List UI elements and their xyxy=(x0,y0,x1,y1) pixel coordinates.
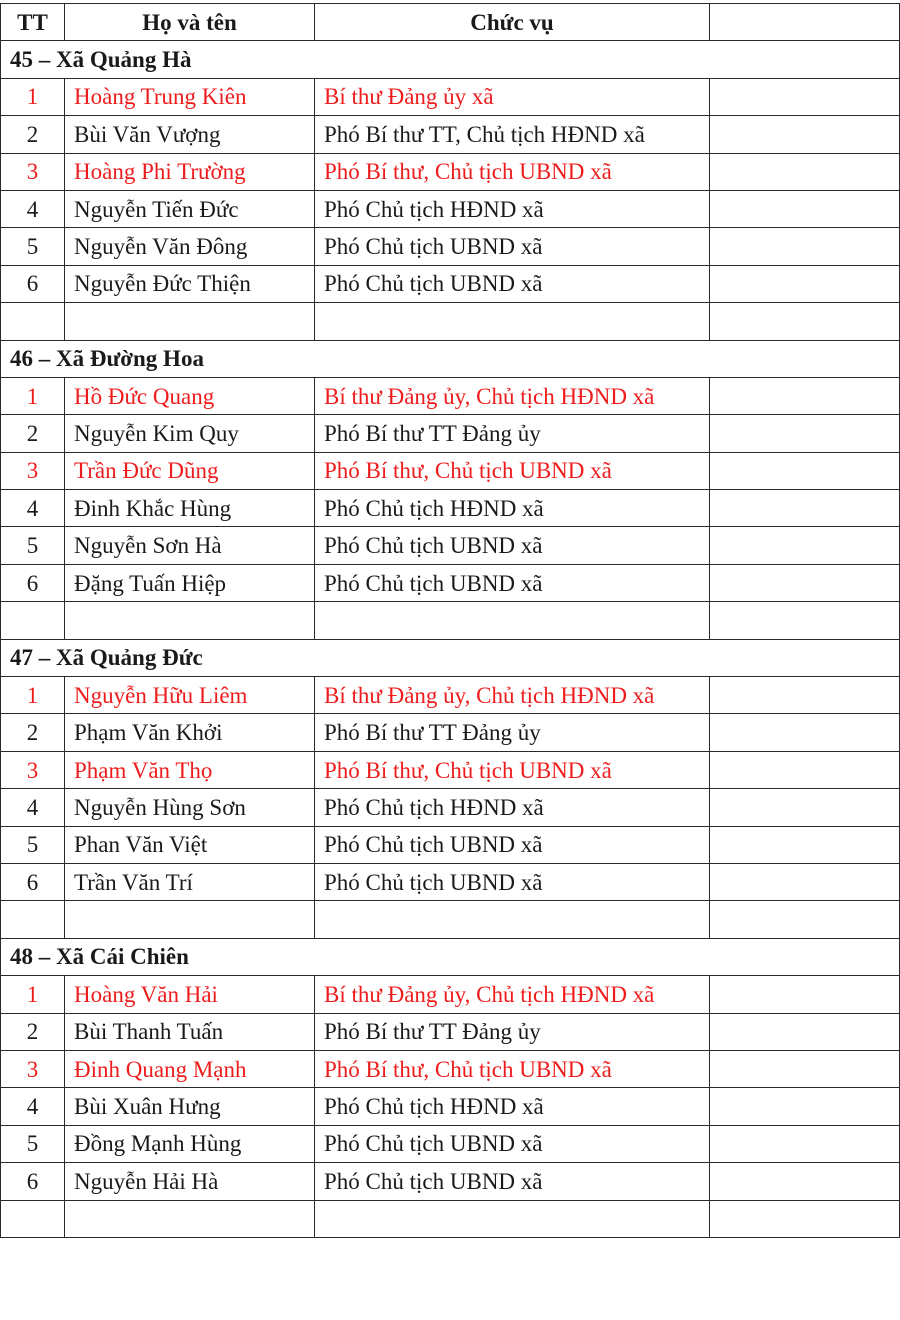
person-name-cell: Nguyễn Sơn Hà xyxy=(65,527,315,564)
header-position: Chức vụ xyxy=(315,4,710,41)
extra-cell xyxy=(710,1013,900,1050)
header-tt: TT xyxy=(1,4,65,41)
position-cell: Bí thư Đảng ủy, Chủ tịch HĐND xã xyxy=(315,976,710,1013)
table-row xyxy=(1,265,900,302)
row-number-cell: 3 xyxy=(1,751,65,788)
empty-cell xyxy=(710,602,900,639)
position-cell: Phó Chủ tịch UBND xã xyxy=(315,863,710,900)
row-number-cell: 6 xyxy=(1,265,65,302)
table-row xyxy=(1,415,900,452)
header-extra xyxy=(710,4,900,41)
table-row xyxy=(1,789,900,826)
person-name-cell: Bùi Văn Vượng xyxy=(65,116,315,153)
row-number-cell: 4 xyxy=(1,490,65,527)
row-number-cell: 6 xyxy=(1,863,65,900)
empty-cell xyxy=(1,602,65,639)
section-header-row xyxy=(1,41,900,78)
person-name-cell: Hoàng Trung Kiên xyxy=(65,78,315,115)
extra-cell xyxy=(710,1125,900,1162)
row-number-cell: 6 xyxy=(1,564,65,601)
row-number-cell: 4 xyxy=(1,789,65,826)
extra-cell xyxy=(710,265,900,302)
position-cell: Phó Chủ tịch HĐND xã xyxy=(315,789,710,826)
person-name-cell: Phan Văn Việt xyxy=(65,826,315,863)
table-row xyxy=(1,1013,900,1050)
row-number-cell: 1 xyxy=(1,377,65,414)
position-cell: Phó Chủ tịch UBND xã xyxy=(315,228,710,265)
extra-cell xyxy=(710,826,900,863)
table-row xyxy=(1,452,900,489)
position-cell: Phó Chủ tịch UBND xã xyxy=(315,265,710,302)
table-row xyxy=(1,826,900,863)
person-name-cell: Bùi Xuân Hưng xyxy=(65,1088,315,1125)
row-number-cell: 2 xyxy=(1,415,65,452)
empty-row xyxy=(1,602,900,639)
extra-cell xyxy=(710,564,900,601)
position-cell: Phó Chủ tịch HĐND xã xyxy=(315,190,710,227)
extra-cell xyxy=(710,1088,900,1125)
section-header-row xyxy=(1,938,900,975)
row-number-cell: 5 xyxy=(1,228,65,265)
person-name-cell: Nguyễn Hữu Liêm xyxy=(65,677,315,714)
position-cell: Phó Bí thư TT Đảng ủy xyxy=(315,714,710,751)
person-name-cell: Đặng Tuấn Hiệp xyxy=(65,564,315,601)
person-name-cell: Nguyễn Hùng Sơn xyxy=(65,789,315,826)
table-row xyxy=(1,564,900,601)
extra-cell xyxy=(710,714,900,751)
row-number-cell: 3 xyxy=(1,452,65,489)
person-name-cell: Đinh Quang Mạnh xyxy=(65,1050,315,1087)
extra-cell xyxy=(710,415,900,452)
extra-cell xyxy=(710,677,900,714)
table-row xyxy=(1,190,900,227)
empty-cell xyxy=(710,901,900,938)
header-name: Họ và tên xyxy=(65,4,315,41)
row-number-cell: 6 xyxy=(1,1163,65,1200)
row-number-cell: 5 xyxy=(1,1125,65,1162)
empty-cell xyxy=(315,602,710,639)
position-cell: Bí thư Đảng ủy, Chủ tịch HĐND xã xyxy=(315,377,710,414)
position-cell: Phó Bí thư, Chủ tịch UBND xã xyxy=(315,153,710,190)
table-header-row xyxy=(1,4,900,41)
extra-cell xyxy=(710,78,900,115)
table-body xyxy=(1,41,900,1238)
personnel-table xyxy=(0,3,900,1238)
person-name-cell: Nguyễn Kim Quy xyxy=(65,415,315,452)
person-name-cell: Đinh Khắc Hùng xyxy=(65,490,315,527)
empty-cell xyxy=(710,303,900,340)
row-number-cell: 1 xyxy=(1,78,65,115)
extra-cell xyxy=(710,452,900,489)
row-number-cell: 1 xyxy=(1,976,65,1013)
extra-cell xyxy=(710,490,900,527)
row-number-cell: 3 xyxy=(1,1050,65,1087)
empty-cell xyxy=(1,303,65,340)
extra-cell xyxy=(710,1050,900,1087)
table-row xyxy=(1,714,900,751)
person-name-cell: Phạm Văn Khởi xyxy=(65,714,315,751)
extra-cell xyxy=(710,789,900,826)
person-name-cell: Trần Đức Dũng xyxy=(65,452,315,489)
section-title: 47 – Xã Quảng Đức xyxy=(1,639,900,676)
person-name-cell: Nguyễn Văn Đông xyxy=(65,228,315,265)
position-cell: Phó Bí thư TT, Chủ tịch HĐND xã xyxy=(315,116,710,153)
empty-row xyxy=(1,901,900,938)
empty-row xyxy=(1,1200,900,1237)
position-cell: Phó Bí thư, Chủ tịch UBND xã xyxy=(315,751,710,788)
extra-cell xyxy=(710,751,900,788)
table-row xyxy=(1,1125,900,1162)
row-number-cell: 2 xyxy=(1,714,65,751)
table-row xyxy=(1,377,900,414)
empty-cell xyxy=(1,901,65,938)
row-number-cell: 4 xyxy=(1,1088,65,1125)
table-row xyxy=(1,228,900,265)
position-cell: Phó Bí thư, Chủ tịch UBND xã xyxy=(315,452,710,489)
table-row xyxy=(1,751,900,788)
position-cell: Phó Chủ tịch UBND xã xyxy=(315,1125,710,1162)
extra-cell xyxy=(710,527,900,564)
row-number-cell: 4 xyxy=(1,190,65,227)
empty-cell xyxy=(65,1200,315,1237)
table-row xyxy=(1,1088,900,1125)
table-row xyxy=(1,863,900,900)
table-row xyxy=(1,1163,900,1200)
person-name-cell: Hoàng Phi Trường xyxy=(65,153,315,190)
row-number-cell: 2 xyxy=(1,1013,65,1050)
person-name-cell: Đồng Mạnh Hùng xyxy=(65,1125,315,1162)
person-name-cell: Trần Văn Trí xyxy=(65,863,315,900)
table-row xyxy=(1,1050,900,1087)
person-name-cell: Nguyễn Đức Thiện xyxy=(65,265,315,302)
person-name-cell: Hoàng Văn Hải xyxy=(65,976,315,1013)
table-row xyxy=(1,116,900,153)
extra-cell xyxy=(710,116,900,153)
position-cell: Bí thư Đảng ủy xã xyxy=(315,78,710,115)
person-name-cell: Bùi Thanh Tuấn xyxy=(65,1013,315,1050)
empty-cell xyxy=(315,303,710,340)
section-header-row xyxy=(1,340,900,377)
table-row xyxy=(1,153,900,190)
extra-cell xyxy=(710,976,900,1013)
empty-row xyxy=(1,303,900,340)
position-cell: Phó Chủ tịch HĐND xã xyxy=(315,1088,710,1125)
person-name-cell: Phạm Văn Thọ xyxy=(65,751,315,788)
empty-cell xyxy=(65,901,315,938)
table-row xyxy=(1,976,900,1013)
section-title: 46 – Xã Đường Hoa xyxy=(1,340,900,377)
position-cell: Phó Chủ tịch UBND xã xyxy=(315,826,710,863)
table-row xyxy=(1,490,900,527)
empty-cell xyxy=(65,303,315,340)
extra-cell xyxy=(710,863,900,900)
position-cell: Phó Chủ tịch UBND xã xyxy=(315,564,710,601)
person-name-cell: Nguyễn Hải Hà xyxy=(65,1163,315,1200)
person-name-cell: Hồ Đức Quang xyxy=(65,377,315,414)
row-number-cell: 2 xyxy=(1,116,65,153)
position-cell: Phó Bí thư TT Đảng ủy xyxy=(315,415,710,452)
extra-cell xyxy=(710,228,900,265)
section-title: 45 – Xã Quảng Hà xyxy=(1,41,900,78)
row-number-cell: 5 xyxy=(1,826,65,863)
table-row xyxy=(1,78,900,115)
row-number-cell: 1 xyxy=(1,677,65,714)
extra-cell xyxy=(710,1163,900,1200)
extra-cell xyxy=(710,377,900,414)
section-title: 48 – Xã Cái Chiên xyxy=(1,938,900,975)
empty-cell xyxy=(65,602,315,639)
person-name-cell: Nguyễn Tiến Đức xyxy=(65,190,315,227)
empty-cell xyxy=(315,901,710,938)
position-cell: Phó Bí thư, Chủ tịch UBND xã xyxy=(315,1050,710,1087)
position-cell: Phó Chủ tịch HĐND xã xyxy=(315,490,710,527)
position-cell: Phó Chủ tịch UBND xã xyxy=(315,1163,710,1200)
section-header-row xyxy=(1,639,900,676)
empty-cell xyxy=(1,1200,65,1237)
row-number-cell: 3 xyxy=(1,153,65,190)
position-cell: Phó Chủ tịch UBND xã xyxy=(315,527,710,564)
extra-cell xyxy=(710,190,900,227)
table-row xyxy=(1,527,900,564)
table-row xyxy=(1,677,900,714)
position-cell: Bí thư Đảng ủy, Chủ tịch HĐND xã xyxy=(315,677,710,714)
extra-cell xyxy=(710,153,900,190)
position-cell: Phó Bí thư TT Đảng ủy xyxy=(315,1013,710,1050)
empty-cell xyxy=(710,1200,900,1237)
empty-cell xyxy=(315,1200,710,1237)
row-number-cell: 5 xyxy=(1,527,65,564)
